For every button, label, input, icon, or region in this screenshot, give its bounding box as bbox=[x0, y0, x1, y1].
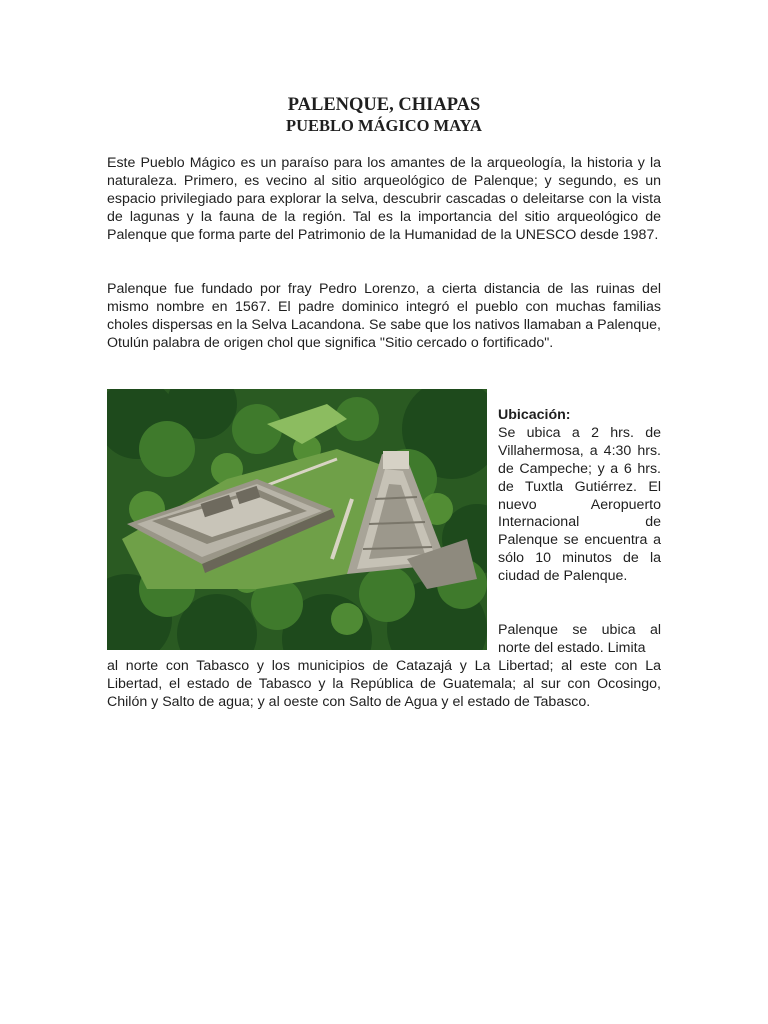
limits-start-text: Palenque se ubica al norte del estado. Limita bbox=[498, 622, 661, 656]
history-paragraph: Palenque fue fundado por fray Pedro Lorenzo, a cierta distancia de las ruinas del mismo nombre en 1567. El padre dominico integró el pueblo con muchas familias choles dispersas en la Selva Lacandona. Se sabe que los nativos llamaban a Palenque, Otulún palabra de origen chol que significa "Sitio cercado o fortificado". bbox=[107, 281, 661, 351]
location-heading: Ubicación: bbox=[498, 407, 571, 423]
title-block bbox=[107, 94, 661, 136]
intro-paragraph: Este Pueblo Mágico es un paraíso para los amantes de la arqueología, la historia y la naturaleza. Primero, es vecino al sitio arqueológico de Palenque; y segundo, es un espacio privilegiado para explorar la selva, descubrir cascadas o deleitarse con la vista de lagunas y la fauna de la región. Tal es la importancia del sitio arqueológico de Palenque que forma parte del Patrimonio de la Humanidad de la UNESCO desde 1987. bbox=[107, 155, 661, 243]
limits-text: al norte con Tabasco y los municipios de Catazajá y La Libertad; al este con La Libertad, el estado de Tabasco y la República de Guatemala; al sur con Ocosingo, Chilón y Salto de agua; y al oeste con Salto de Agua y el estado de Tabasco. bbox=[107, 658, 661, 710]
document-subtitle: PUEBLO MÁGICO MAYA bbox=[286, 116, 482, 135]
location-text: Se ubica a 2 hrs. de Villahermosa, a 4:30 hrs. de Campeche; y a 6 hrs. de Tuxtla Gutiérrez. El nuevo Aeropuerto Internacional de Palenque se encuentra a sólo 10 minutos de la ciudad de Palenque. bbox=[498, 424, 661, 585]
location-section bbox=[498, 407, 661, 586]
palenque-aerial-photo bbox=[107, 389, 487, 650]
document-title: PALENQUE, CHIAPAS bbox=[287, 95, 481, 115]
palenque-ruins-illustration bbox=[107, 389, 487, 650]
